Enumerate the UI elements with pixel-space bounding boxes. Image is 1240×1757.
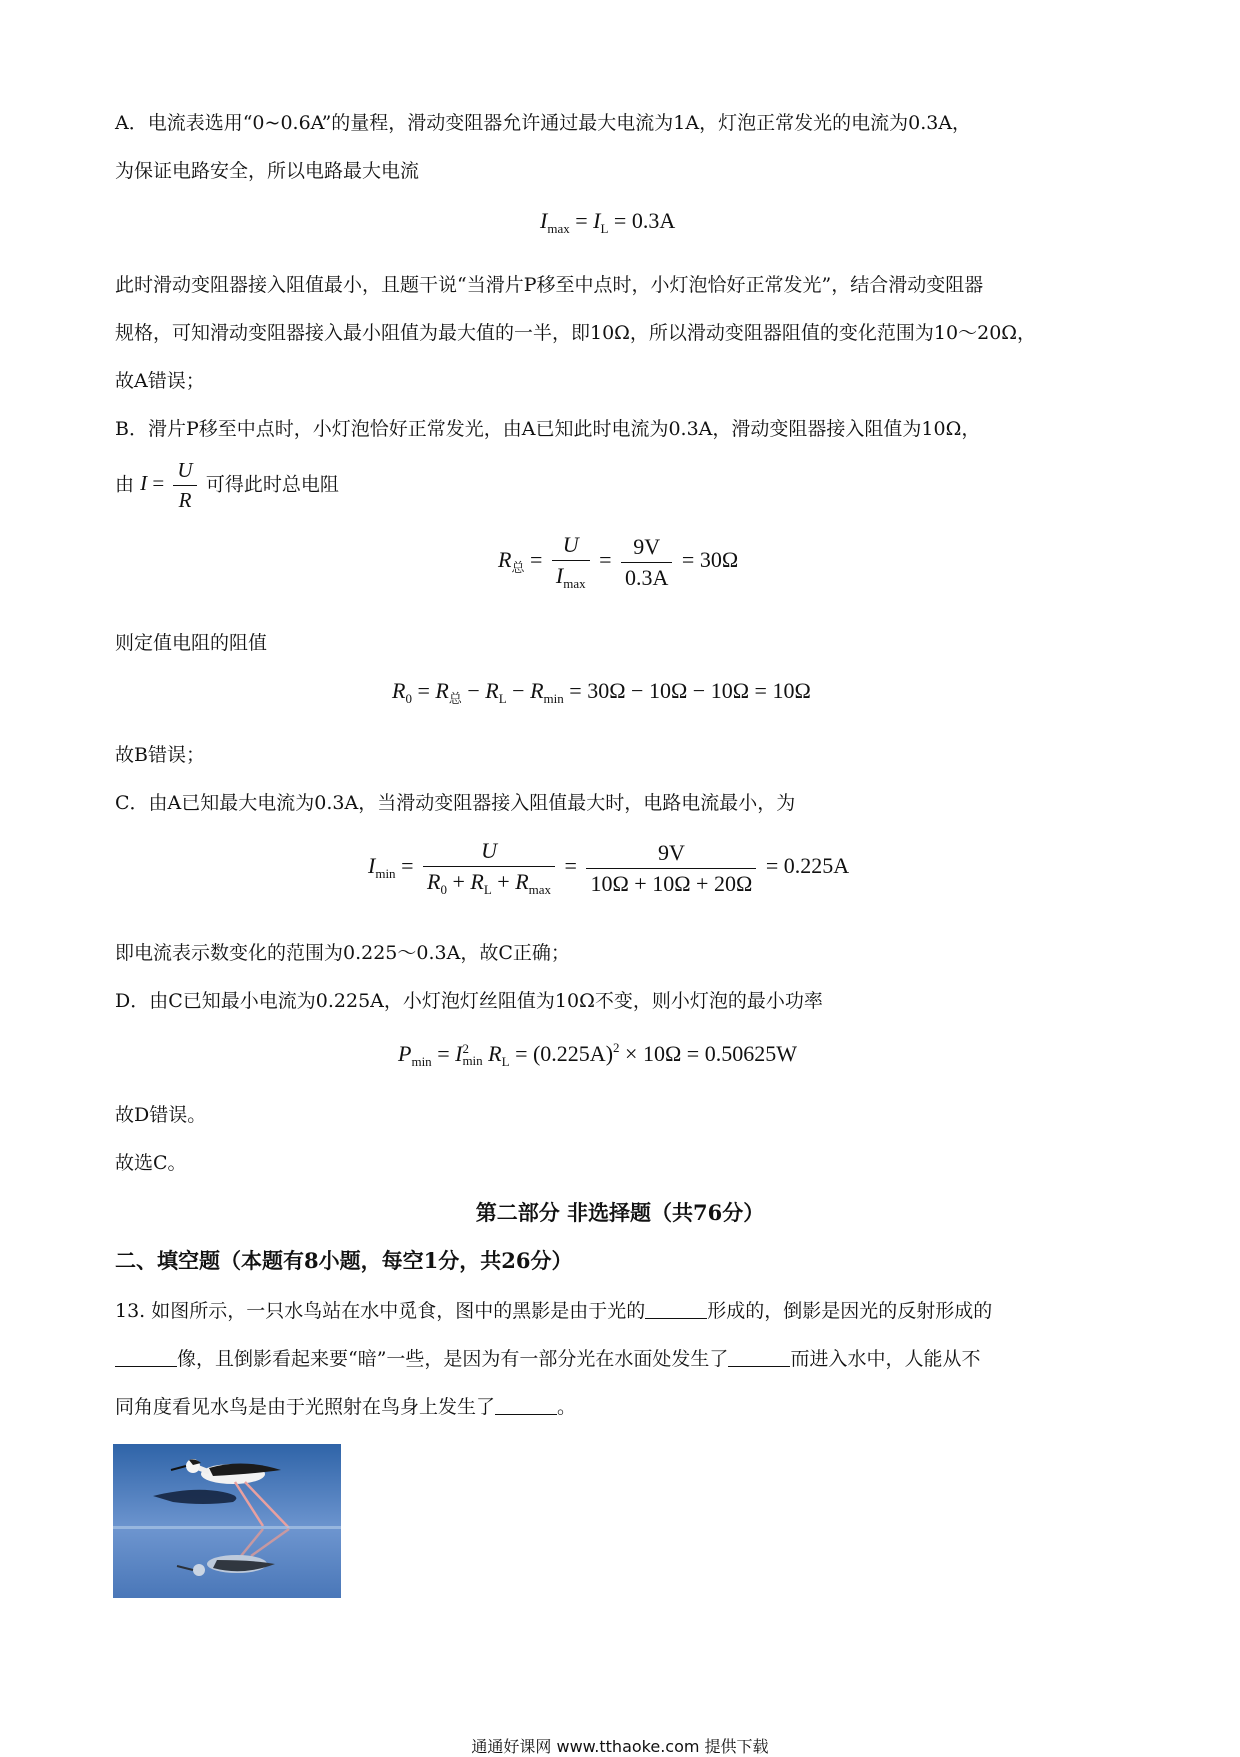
option-a-line2: 为保证电路安全，所以电路最大电流 (115, 160, 420, 182)
option-d-line3: 故选C。 (115, 1152, 187, 1174)
answer-blank-2[interactable] (115, 1350, 177, 1367)
answer-blank-3[interactable] (728, 1350, 790, 1367)
option-b-line3: 则定值电阻的阻值 (115, 632, 268, 654)
formula-imax: $I_{max} = I_L = 0.3A$ (540, 208, 676, 236)
answer-blank-1[interactable] (645, 1302, 707, 1319)
q13-line2: 像，且倒影看起来要“暗”一些，是因为有一部分光在水面处发生了 而进入水中，人能从不 (115, 1344, 980, 1371)
option-a-line4: 规格，可知滑动变阻器接入最小阻值为最大值的一半，即10Ω，所以滑动变阻器阻值的变化范围为10～20Ω， (115, 322, 1037, 344)
q13-line3: 同角度看见水鸟是由于光照射在鸟身上发生了 。 (115, 1396, 577, 1418)
option-a-line5: 故A错误； (115, 370, 205, 392)
option-a-line3: 此时滑动变阻器接入阻值最小，且题干说“当滑片P移至中点时，小灯泡恰好正常发光”，结合滑动变阻器 (115, 274, 984, 296)
option-c-line2: 即电流表示数变化的范围为0.225～0.3A，故C正确； (115, 942, 570, 964)
formula-r-total: $R_总$ = $\frac{U}{I_{max}}$ = $\frac{9V}{0.3A}$ = 30Ω (498, 532, 739, 591)
option-d-line1: D．由C已知最小电流为0.225A，小灯泡灯丝阻值为10Ω不变，则小灯泡的最小功率 (115, 990, 823, 1012)
option-a-line1: A．电流表选用“0~0.6A”的量程，滑动变阻器允许通过最大电流为1A，灯泡正常发光的电流为0.3A， (115, 112, 972, 134)
water-bird-photo (113, 1444, 341, 1598)
option-c-line1: C．由A已知最大电流为0.3A，当滑动变阻器接入阻值最大时，电路电流最小，为 (115, 792, 796, 814)
option-b-line2: 由 I = $\frac{U}{R}$ 可得此时总电阻 (115, 458, 339, 512)
answer-blank-4[interactable] (495, 1398, 557, 1415)
q13-line1: 13. 如图所示，一只水鸟站在水中觅食，图中的黑影是由于光的 形成的，倒影是因光的反射形成的 (115, 1300, 993, 1322)
section-title: 第二部分 非选择题（共76分） (475, 1200, 765, 1225)
formula-r0: $R_0 = R_总 - R_L - R_{min} = 30\Omega - 10\Omega - 10\Omega = 10\Omega$ (392, 678, 811, 706)
option-b-line4: 故B错误； (115, 744, 205, 766)
formula-pmin: $P_{min} = I$ 2 min $R_L = (0.225A)^2 \times 10\Omega = 0.50625W$ (398, 1040, 797, 1069)
formula-imin: $I_{min}$ = $\frac{U}{R_0 + R_L + R_{max}}$ = $\frac{9V}{10\Omega + 10\Omega + 20\Omega}$ = 0.225A (368, 838, 850, 897)
footer: 通通好课网 www.tthaoke.com 提供下载 (471, 1737, 769, 1756)
section-subtitle: 二、填空题（本题有8小题，每空1分，共26分） (115, 1248, 573, 1273)
option-d-line2: 故D错误。 (115, 1104, 207, 1126)
option-b-line1: B．滑片P移至中点时，小灯泡恰好正常发光，由A已知此时电流为0.3A，滑动变阻器接入阻值为10Ω， (115, 418, 981, 440)
